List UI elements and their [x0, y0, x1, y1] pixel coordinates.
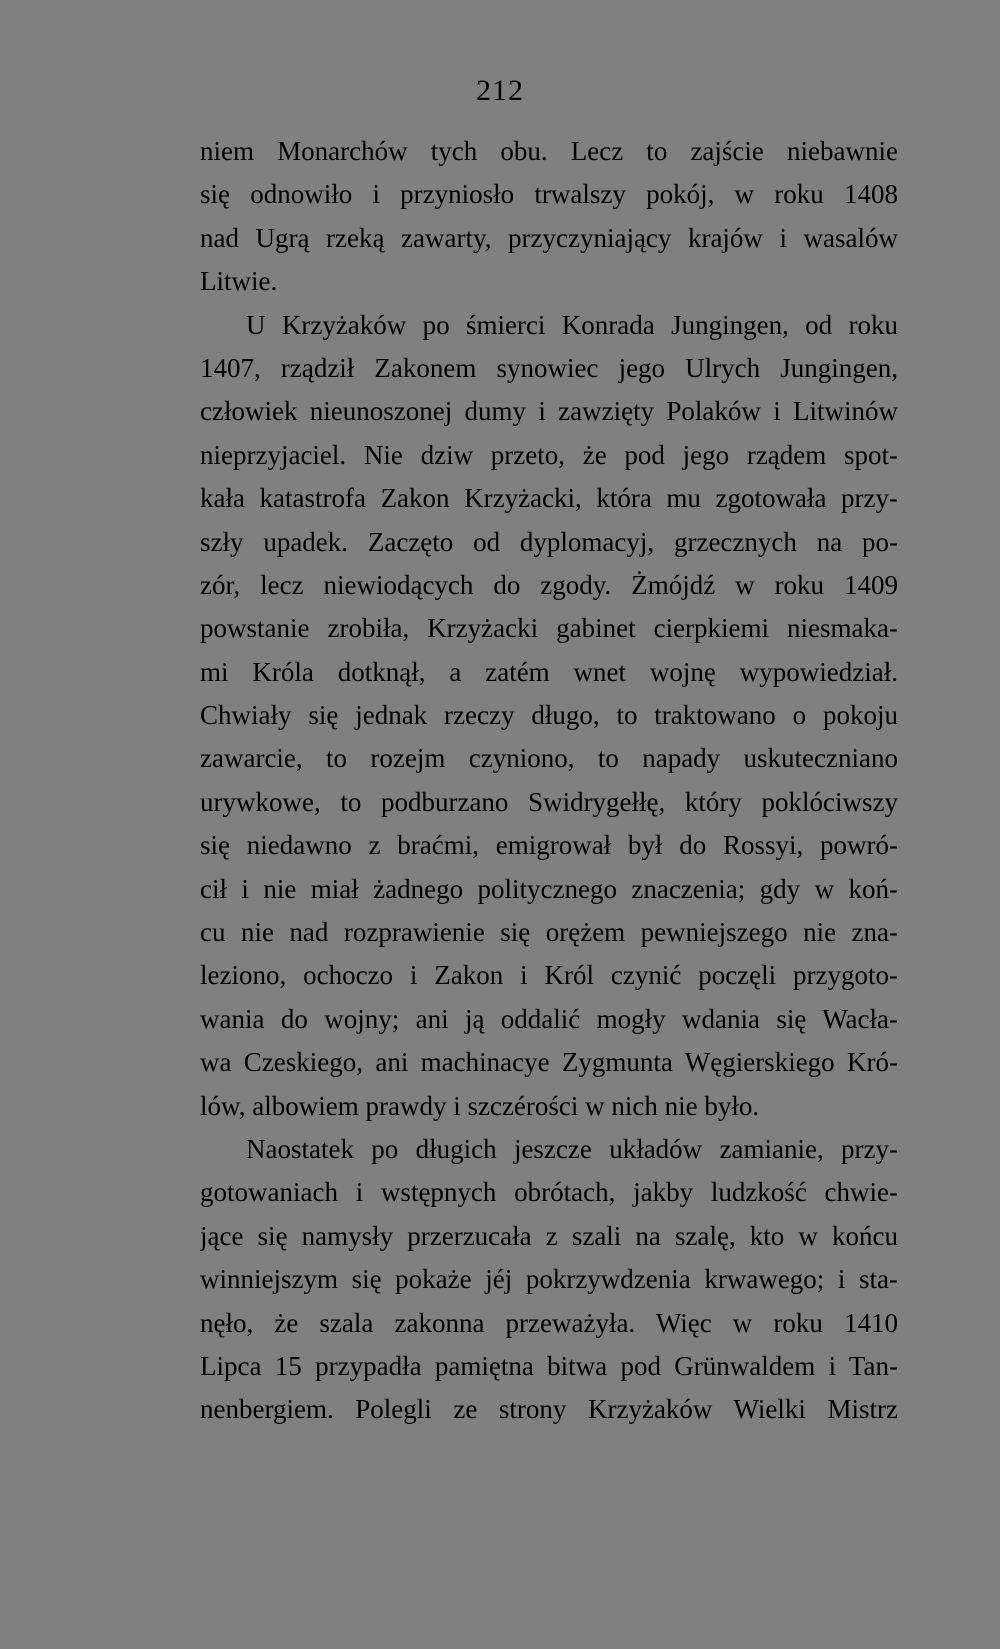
text-line: się odnowiło i przyniosło trwalszy pokój, w roku 1408	[200, 179, 898, 210]
text-line: zawarcie, to rozejm czyniono, to napady uskuteczniano	[200, 743, 898, 774]
text-line: wa Czeskiego, ani machinacye Zygmunta Węgierskiego Kró-	[200, 1047, 898, 1078]
text-line: Lipca 15 przypadła pamiętna bitwa pod Grünwaldem i Tan-	[200, 1350, 898, 1381]
text-line: winniejszym się pokaże jéj pokrzywdzenia krwawego; i sta-	[200, 1264, 898, 1295]
text-line: mi Króla dotknął, a zatém wnet wojnę wypowiedział.	[200, 656, 898, 687]
text-line: nieprzyjaciel. Nie dziw przeto, że pod jego rządem spot-	[200, 439, 898, 470]
text-line: kała katastrofa Zakon Krzyżacki, która mu zgotowała przy-	[200, 483, 898, 514]
text-line: jące się namysły przerzucała z szali na szalę, kto w końcu	[200, 1220, 898, 1251]
paragraph-1	[200, 130, 898, 304]
text-line: nenbergiem. Polegli ze strony Krzyżaków Wielki Mistrz	[200, 1394, 898, 1425]
text-line: 1407, rządził Zakonem synowiec jego Ulrych Jungingen,	[200, 352, 898, 383]
paragraph-2	[200, 304, 898, 1128]
text-line: nad Ugrą rzeką zawarty, przyczyniający krajów i wasalów	[200, 222, 898, 253]
text-line: gotowaniach i wstępnych obrótach, jakby ludzkość chwie-	[200, 1177, 898, 1208]
text-line: cił i nie miał żadnego politycznego znaczenia; gdy w koń-	[200, 873, 898, 904]
text-line: niem Monarchów tych obu. Lecz to zajście niebawnie	[200, 136, 898, 166]
text-line: lów, albowiem prawdy i szczérości w nich nie było.	[200, 1090, 760, 1121]
text-line: Naostatek po długich jeszcze układów zamianie, przy-	[246, 1133, 898, 1164]
text-line: U Krzyżaków po śmierci Konrada Jungingen, od roku	[246, 309, 898, 340]
text-line: Litwie.	[200, 266, 278, 297]
text-line: człowiek nieunoszonej dumy i zawzięty Polaków i Litwinów	[200, 396, 898, 427]
paragraph-3	[200, 1128, 898, 1432]
body-text	[200, 130, 898, 1432]
text-line: szły upadek. Zaczęto od dyplomacyj, grzecznych na po-	[200, 526, 898, 557]
text-line: Chwiały się jednak rzeczy długo, to traktowano o pokoju	[200, 700, 898, 731]
page-number: 212	[476, 74, 524, 107]
text-line: cu nie nad rozprawienie się orężem pewniejszego nie zna-	[200, 917, 898, 948]
text-line: się niedawno z braćmi, emigrował był do Rossyi, powró-	[200, 830, 898, 861]
text-line: zór, lecz niewiodących do zgody. Żmójdź w roku 1409	[200, 569, 898, 600]
text-line: urywkowe, to podburzano Swidrygełłę, który poklóciwszy	[200, 786, 898, 817]
text-line: powstanie zrobiła, Krzyżacki gabinet cierpkiemi niesmaka-	[200, 613, 898, 644]
text-line: nęło, że szala zakonna przeważyła. Więc w roku 1410	[200, 1307, 898, 1338]
text-line: leziono, ochoczo i Zakon i Król czynić poczęli przygoto-	[200, 960, 898, 991]
text-line: wania do wojny; ani ją oddalić mogły wdania się Wacła-	[200, 1003, 898, 1034]
